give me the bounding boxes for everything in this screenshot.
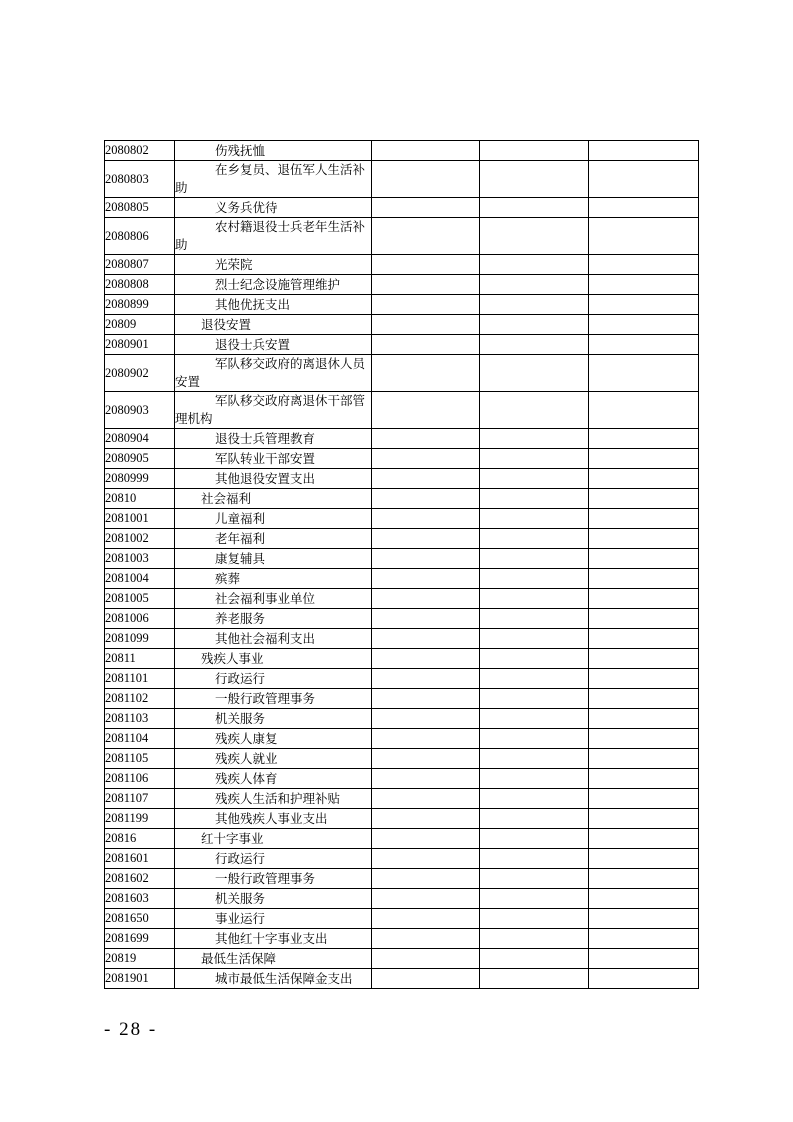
amount-col-1 (372, 869, 480, 889)
row-name: 儿童福利 (175, 509, 372, 529)
row-name: 在乡复员、退伍军人生活补助 (175, 161, 372, 198)
row-code: 20809 (105, 315, 175, 335)
table-row (105, 909, 699, 929)
table-row (105, 749, 699, 769)
amount-col-3 (589, 489, 699, 509)
row-name: 退役士兵管理教育 (175, 429, 372, 449)
amount-col-1 (372, 709, 480, 729)
row-name: 一般行政管理事务 (175, 869, 372, 889)
table-row (105, 609, 699, 629)
table-row (105, 829, 699, 849)
row-code: 2081901 (105, 969, 175, 989)
amount-col-2 (480, 869, 589, 889)
row-name: 事业运行 (175, 909, 372, 929)
row-name: 老年福利 (175, 529, 372, 549)
amount-col-2 (480, 689, 589, 709)
row-code: 2081199 (105, 809, 175, 829)
table-row (105, 469, 699, 489)
table-row (105, 315, 699, 335)
amount-col-1 (372, 689, 480, 709)
amount-col-2 (480, 429, 589, 449)
amount-col-3 (589, 589, 699, 609)
amount-col-3 (589, 629, 699, 649)
table-row (105, 255, 699, 275)
row-code: 2081601 (105, 849, 175, 869)
amount-col-3 (589, 909, 699, 929)
amount-col-2 (480, 218, 589, 255)
amount-col-3 (589, 689, 699, 709)
budget-table (104, 140, 699, 989)
table-row (105, 549, 699, 569)
amount-col-3 (589, 509, 699, 529)
row-name: 红十字事业 (175, 829, 372, 849)
row-name: 光荣院 (175, 255, 372, 275)
row-code: 2081099 (105, 629, 175, 649)
table-row (105, 509, 699, 529)
amount-col-3 (589, 609, 699, 629)
amount-col-2 (480, 255, 589, 275)
amount-col-3 (589, 141, 699, 161)
row-name: 其他残疾人事业支出 (175, 809, 372, 829)
row-code: 2081105 (105, 749, 175, 769)
row-code: 2081006 (105, 609, 175, 629)
amount-col-3 (589, 335, 699, 355)
amount-col-3 (589, 969, 699, 989)
row-name: 其他优抚支出 (175, 295, 372, 315)
amount-col-2 (480, 198, 589, 218)
amount-col-1 (372, 315, 480, 335)
row-code: 2081602 (105, 869, 175, 889)
amount-col-1 (372, 569, 480, 589)
amount-col-3 (589, 849, 699, 869)
row-code: 2081603 (105, 889, 175, 909)
amount-col-1 (372, 255, 480, 275)
row-code: 2081104 (105, 729, 175, 749)
row-code: 2081650 (105, 909, 175, 929)
row-code: 2080905 (105, 449, 175, 469)
amount-col-3 (589, 255, 699, 275)
row-code: 2081107 (105, 789, 175, 809)
amount-col-3 (589, 198, 699, 218)
amount-col-1 (372, 889, 480, 909)
amount-col-3 (589, 315, 699, 335)
table-row (105, 529, 699, 549)
amount-col-2 (480, 549, 589, 569)
row-name: 农村籍退役士兵老年生活补助 (175, 218, 372, 255)
row-code: 2081101 (105, 669, 175, 689)
table-row (105, 489, 699, 509)
row-name: 残疾人康复 (175, 729, 372, 749)
amount-col-1 (372, 789, 480, 809)
amount-col-1 (372, 449, 480, 469)
amount-col-3 (589, 549, 699, 569)
amount-col-1 (372, 469, 480, 489)
amount-col-3 (589, 429, 699, 449)
row-code: 2081005 (105, 589, 175, 609)
row-name: 养老服务 (175, 609, 372, 629)
amount-col-3 (589, 295, 699, 315)
row-code: 2080808 (105, 275, 175, 295)
table-row (105, 335, 699, 355)
row-name: 军队移交政府的离退休人员安置 (175, 355, 372, 392)
amount-col-1 (372, 141, 480, 161)
amount-col-2 (480, 489, 589, 509)
amount-col-2 (480, 669, 589, 689)
amount-col-2 (480, 829, 589, 849)
amount-col-2 (480, 749, 589, 769)
table-row (105, 869, 699, 889)
row-name: 军队移交政府离退休干部管理机构 (175, 392, 372, 429)
amount-col-2 (480, 275, 589, 295)
amount-col-1 (372, 429, 480, 449)
row-code: 2081102 (105, 689, 175, 709)
amount-col-1 (372, 218, 480, 255)
amount-col-3 (589, 392, 699, 429)
amount-col-1 (372, 355, 480, 392)
table-row (105, 161, 699, 198)
row-name: 机关服务 (175, 709, 372, 729)
row-name: 行政运行 (175, 669, 372, 689)
amount-col-2 (480, 889, 589, 909)
table-row (105, 729, 699, 749)
table-row (105, 198, 699, 218)
row-code: 2080805 (105, 198, 175, 218)
amount-col-3 (589, 949, 699, 969)
row-code: 2081003 (105, 549, 175, 569)
table-row (105, 392, 699, 429)
row-code: 20811 (105, 649, 175, 669)
amount-col-1 (372, 275, 480, 295)
amount-col-3 (589, 449, 699, 469)
row-name: 行政运行 (175, 849, 372, 869)
amount-col-1 (372, 729, 480, 749)
amount-col-2 (480, 949, 589, 969)
amount-col-2 (480, 569, 589, 589)
table-row (105, 689, 699, 709)
table-row (105, 275, 699, 295)
amount-col-2 (480, 529, 589, 549)
table-row (105, 429, 699, 449)
amount-col-2 (480, 909, 589, 929)
row-code: 2080806 (105, 218, 175, 255)
amount-col-2 (480, 392, 589, 429)
row-name: 烈士纪念设施管理维护 (175, 275, 372, 295)
amount-col-2 (480, 929, 589, 949)
row-code: 2081699 (105, 929, 175, 949)
table-row (105, 218, 699, 255)
amount-col-2 (480, 589, 589, 609)
row-name: 退役士兵安置 (175, 335, 372, 355)
table-row (105, 769, 699, 789)
amount-col-3 (589, 869, 699, 889)
amount-col-2 (480, 709, 589, 729)
table-body (105, 141, 699, 989)
amount-col-3 (589, 469, 699, 489)
row-code: 2081004 (105, 569, 175, 589)
row-code: 2080901 (105, 335, 175, 355)
row-code: 2080902 (105, 355, 175, 392)
amount-col-2 (480, 161, 589, 198)
row-name: 义务兵优待 (175, 198, 372, 218)
amount-col-3 (589, 649, 699, 669)
amount-col-2 (480, 509, 589, 529)
amount-col-2 (480, 315, 589, 335)
amount-col-2 (480, 355, 589, 392)
amount-col-3 (589, 355, 699, 392)
row-code: 2081001 (105, 509, 175, 529)
page-number: - 28 - (104, 1019, 158, 1040)
row-code: 2081106 (105, 769, 175, 789)
amount-col-1 (372, 909, 480, 929)
table-row (105, 889, 699, 909)
table-row (105, 669, 699, 689)
amount-col-2 (480, 769, 589, 789)
row-code: 20819 (105, 949, 175, 969)
amount-col-1 (372, 829, 480, 849)
table-row (105, 969, 699, 989)
table-row (105, 849, 699, 869)
row-name: 退役安置 (175, 315, 372, 335)
row-code: 2080802 (105, 141, 175, 161)
amount-col-2 (480, 609, 589, 629)
amount-col-3 (589, 275, 699, 295)
amount-col-3 (589, 529, 699, 549)
row-name: 伤残抚恤 (175, 141, 372, 161)
amount-col-1 (372, 769, 480, 789)
amount-col-1 (372, 509, 480, 529)
table-row (105, 809, 699, 829)
row-name: 其他社会福利支出 (175, 629, 372, 649)
amount-col-1 (372, 929, 480, 949)
amount-col-1 (372, 949, 480, 969)
table-row (105, 709, 699, 729)
amount-col-3 (589, 769, 699, 789)
row-name: 最低生活保障 (175, 949, 372, 969)
table-row (105, 589, 699, 609)
amount-col-1 (372, 629, 480, 649)
table-row (105, 449, 699, 469)
row-name: 残疾人生活和护理补贴 (175, 789, 372, 809)
amount-col-2 (480, 629, 589, 649)
amount-col-1 (372, 649, 480, 669)
table-row (105, 569, 699, 589)
amount-col-3 (589, 809, 699, 829)
row-name: 殡葬 (175, 569, 372, 589)
row-code: 20816 (105, 829, 175, 849)
row-code: 2080807 (105, 255, 175, 275)
amount-col-3 (589, 929, 699, 949)
amount-col-1 (372, 749, 480, 769)
amount-col-1 (372, 392, 480, 429)
amount-col-2 (480, 849, 589, 869)
amount-col-1 (372, 161, 480, 198)
table-row (105, 141, 699, 161)
amount-col-1 (372, 489, 480, 509)
row-name: 社会福利事业单位 (175, 589, 372, 609)
amount-col-1 (372, 669, 480, 689)
row-code: 2080899 (105, 295, 175, 315)
amount-col-1 (372, 549, 480, 569)
row-code: 2081103 (105, 709, 175, 729)
row-name: 社会福利 (175, 489, 372, 509)
amount-col-1 (372, 198, 480, 218)
row-name: 其他退役安置支出 (175, 469, 372, 489)
amount-col-1 (372, 295, 480, 315)
amount-col-1 (372, 809, 480, 829)
amount-col-2 (480, 789, 589, 809)
row-code: 2080904 (105, 429, 175, 449)
amount-col-1 (372, 609, 480, 629)
amount-col-1 (372, 335, 480, 355)
amount-col-3 (589, 789, 699, 809)
amount-col-3 (589, 709, 699, 729)
table-row (105, 629, 699, 649)
table-row (105, 649, 699, 669)
amount-col-1 (372, 529, 480, 549)
row-name: 残疾人事业 (175, 649, 372, 669)
amount-col-2 (480, 729, 589, 749)
row-name: 机关服务 (175, 889, 372, 909)
amount-col-3 (589, 218, 699, 255)
amount-col-1 (372, 969, 480, 989)
row-code: 20810 (105, 489, 175, 509)
row-name: 一般行政管理事务 (175, 689, 372, 709)
amount-col-2 (480, 141, 589, 161)
amount-col-3 (589, 749, 699, 769)
amount-col-2 (480, 449, 589, 469)
amount-col-2 (480, 649, 589, 669)
row-code: 2080999 (105, 469, 175, 489)
table-row (105, 789, 699, 809)
amount-col-2 (480, 335, 589, 355)
amount-col-2 (480, 969, 589, 989)
amount-col-3 (589, 569, 699, 589)
row-name: 军队转业干部安置 (175, 449, 372, 469)
row-code: 2081002 (105, 529, 175, 549)
amount-col-2 (480, 295, 589, 315)
amount-col-3 (589, 829, 699, 849)
table-row (105, 295, 699, 315)
amount-col-1 (372, 589, 480, 609)
row-name: 残疾人体育 (175, 769, 372, 789)
row-name: 城市最低生活保障金支出 (175, 969, 372, 989)
amount-col-3 (589, 889, 699, 909)
table-row (105, 949, 699, 969)
table-row (105, 355, 699, 392)
amount-col-2 (480, 469, 589, 489)
amount-col-3 (589, 729, 699, 749)
row-code: 2080803 (105, 161, 175, 198)
row-name: 残疾人就业 (175, 749, 372, 769)
row-name: 其他红十字事业支出 (175, 929, 372, 949)
amount-col-3 (589, 161, 699, 198)
row-code: 2080903 (105, 392, 175, 429)
table-row (105, 929, 699, 949)
amount-col-3 (589, 669, 699, 689)
amount-col-1 (372, 849, 480, 869)
amount-col-2 (480, 809, 589, 829)
row-name: 康复辅具 (175, 549, 372, 569)
